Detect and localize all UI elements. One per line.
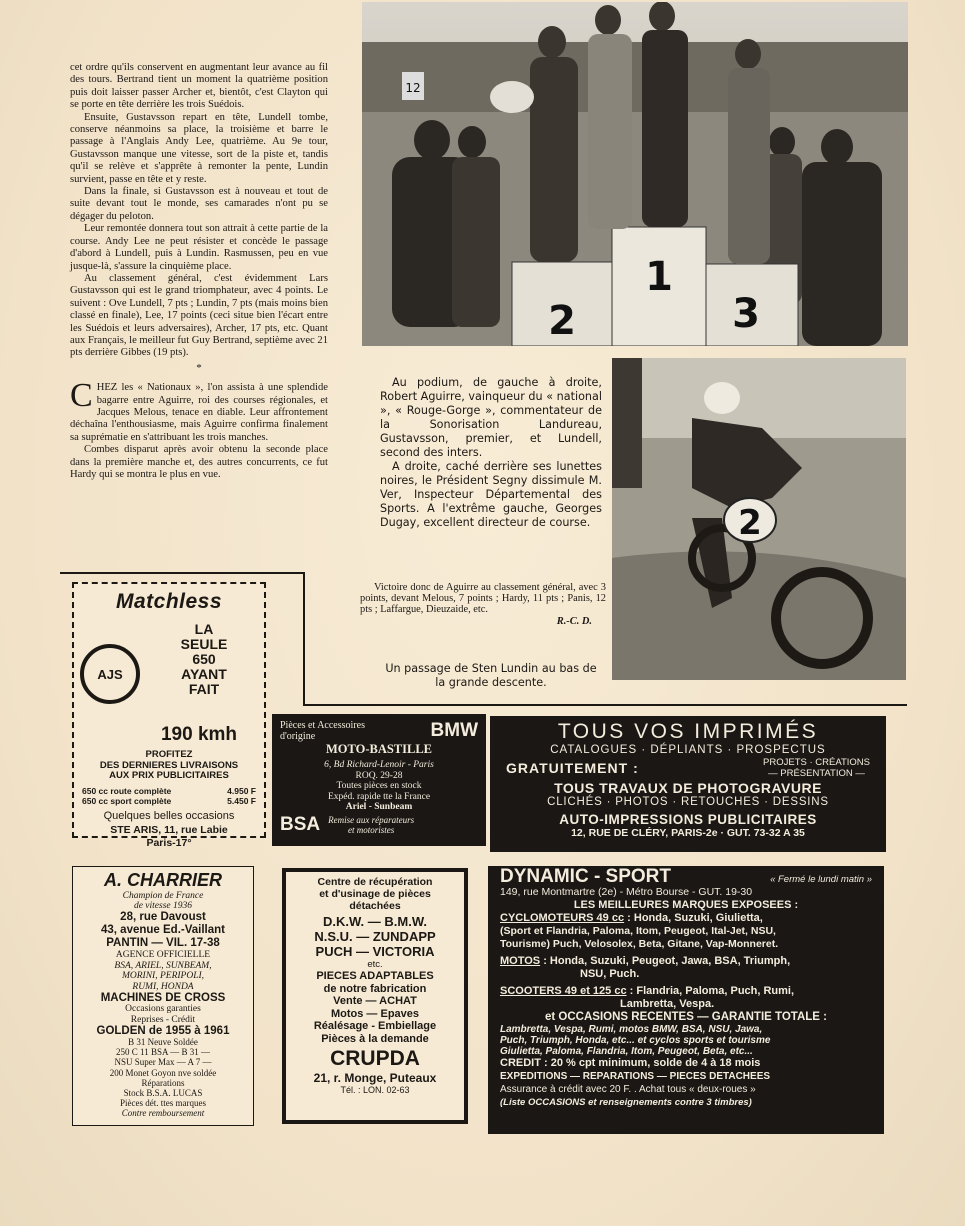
crupda-ad: Centre de récupération et d'usinage de pièces détachées D.K.W. — B.M.W. N.S.U. — ZUNDAPP PUCH — VICTORIA etc. PIECES ADAPTABLES de notre fabrication Vente — ACHAT Motos — Epaves Réalésage - Embiellage Pièces à la demande CRUPDA 21, r. Monge, Puteaux Tél. : LON. 02-63 — [282, 868, 468, 1124]
article-column-left — [70, 62, 328, 481]
matchless-speed: 190 kmh — [160, 724, 238, 745]
article-paragraph: Dans la finale, si Gustavsson est à nouveau et tout de suite devant tout le monde, ses camarades n'ont pu se dégager du peloton. — [70, 186, 328, 222]
article-paragraph: Combes disparut après avoir obtenu la seconde place dans la première manche et, des autres concurrents, ce fut Hardy qui se montra le plus en vue. — [70, 444, 328, 480]
article-paragraph: Au classement général, c'est évidemment Lars Gustavsson qui est le grand triomphateur, avec 4 points. Le suivent : Ove Lundell, 7 pts ; Lundin, 7 pts (mais moins bien classé en finale), Lee, 17 points (ceci situe bien l'écart entre les Suédois et leurs adversaires), Archer, 17 pts, etc. Quant aux Français, le meilleur fut Guy Bertrand, septième avec 21 pts derrière Gibbes (19 pts). — [70, 272, 328, 359]
charrier-ad: A. CHARRIER Champion de France de vitesse 1936 28, rue Davoust 43, avenue Ed.-Vaillant PANTIN — VIL. 17-38 AGENCE OFFICIELLE BSA, ARIEL, SUNBEAM, MORINI, PERIPOLI, RUMI, HONDA MACHINES DE CROSS Occasions garanties Reprises - Crédit GOLDEN de 1955 à 1961 B 31 Neuve Soldée 250 C 11 BSA — B 31 — NSU Super Max — A 7 — 200 Monet Goyon nve soldée Réparations Stock B.S.A. LUCAS Pièces dét. ttes marques Contre remboursement — [72, 866, 254, 1126]
divider — [303, 704, 907, 706]
podium-photo — [362, 2, 908, 346]
dynamic-sport-ad: DYNAMIC - SPORT « Fermé le lundi matin » 149, rue Montmartre (2e) - Métro Bourse - GUT. 19-30 LES MEILLEURES MARQUES EXPOSEES : CYCLOMOTEURS 49 cc : Honda, Suzuki, Giulietta, (Sport et Flandria, Paloma, Itom, Peugeot, Ital-Jet, NSU, Tourisme) Puch, Velosolex, Beta, Gitane, Vap-Monneret. MOTOS : Honda, Suzuki, Peugeot, Jawa, BSA, Triumph, NSU, Puch. SCOOTERS 49 et 125 cc : Flandria, Paloma, Puch, Rumi, Lambretta, Vespa. et OCCASIONS RECENTES — GARANTIE TOTALE : Lambretta, Vespa, Rumi, motos BMW, BSA, NSU, Jawa, Puch, Triumph, Honda, etc... et cyclos sports et tourisme Giulietta, Paloma, Flandria, Itom, Peugeot, Beta, etc... CREDIT : 20 % cpt minimum, solde de 4 à 18 mois EXPEDITIONS — REPARATIONS — PIECES DETACHEES Assurance à crédit avec 20 F. . Achat tous « deux-roues » (Liste OCCASIONS et renseignements contre 3 timbres) — [488, 866, 884, 1134]
podium-number-2: 2 — [548, 298, 576, 344]
article-paragraph: Leur remontée donnera tout son attrait à cette partie de la course. Andy Lee ne peut résister et concède le passage d'abord à Lundell, puis à Lundin. Rasmussen, peu en vue jusque-là, s'assure la cinquième place. — [70, 223, 328, 272]
divider — [60, 572, 304, 574]
article-paragraph: cet ordre qu'ils conservent en augmentant leur avance au fil des tours. Bertrand tient un moment la quatrième position puis doit laisser passer Archer et, bientôt, c'est Clayton qui se porte en tête derrière les trois Suédois. — [70, 62, 328, 111]
matchless-ad: Matchless AJS LA SEULE 650 AYANT FAIT 190 kmh PROFITEZ DES DERNIERES LIVRAISONS AUX PRIX PUBLICITAIRES 650 cc route complète 4.950 F 650 cc sport complète 5.450 F Quelques belles occasions STE ARIS, 11, rue Labie Paris-17° — [72, 582, 266, 838]
auto-impressions-ad: TOUS VOS IMPRIMÉS CATALOGUES · DÉPLIANTS · PROSPECTUS GRATUITEMENT : PROJETS · CRÉATIONS — PRÉSENTATION — TOUS TRAVAUX DE PHOTOGRAVURE CLICHÉS · PHOTOS · RETOUCHES · DESSINS AUTO-IMPRESSIONS PUBLICITAIRES 12, RUE DE CLÉRY, PARIS-2e · GUT. 73-32 A 35 — [490, 716, 886, 852]
podium-caption: Au podium, de gauche à droite, Robert Aguirre, vainqueur du « national », « Rouge-Gorge », commentateur de la Sonorisation Landureau, Gustavsson, premier, et Lundell, second des inters. A droite, caché derrière ses lunettes noires, le Président Segny dissimule M. Ver, Inspecteur Départemental des Sports. A l'extrême gauche, Georges Dugay, excellent directeur de course. — [380, 376, 602, 529]
lundin-caption: Un passage de Sten Lundin au bas de la grande descente. — [385, 662, 597, 689]
article-column-center — [360, 582, 606, 627]
flag-number: 12 — [405, 81, 421, 95]
rider-number: 2 — [738, 503, 762, 543]
lundin-photo — [612, 358, 906, 680]
ajs-logo: AJS — [80, 644, 140, 704]
moto-bastille-ad: Pièces et Accessoires d'origine BMW MOTO-BASTILLE 6, Bd Richard-Lenoir - Paris ROQ. 29-28 Toutes pièces en stock Expéd. rapide tte la France Ariel - Sunbeam BSA Remise aux réparateurs et motoristes — [272, 714, 486, 846]
article-paragraph: CHEZ les « Nationaux », l'on assista à une splendide bagarre entre Aguirre, roi des courses régionales, et Jacques Melous, tenace en diable. Leur affrontement déchaîna l'enthousiasme, mais Aguirre confirma finalement sa suprématie en s'attribuant les trois manches. — [70, 377, 328, 443]
article-paragraph: Ensuite, Gustavsson repart en tête, Lundell tombe, conserve néanmoins sa place, la troisième et barre le passage à l'Anglais Andy Lee, quatrième. Au 9e tour, Gustavsson manque une vitesse, sort de la piste et, tandis qu'il se relève et s'apprête à remonter la pente, Lundin survient, passe en tête et y reste. — [70, 111, 328, 185]
drop-cap: C — [70, 377, 93, 415]
divider — [303, 572, 305, 706]
article-signature: R.-C. D. — [556, 615, 592, 627]
article-paragraph: Victoire donc de Aguirre au classement général, avec 3 points, devant Melous, 7 points ; Hardy, 11 pts ; Panis, 12 pts ; Laffargue, Dieuzaide, etc. — [360, 582, 606, 616]
podium-number-3: 3 — [732, 291, 760, 337]
section-star: * — [196, 361, 202, 374]
podium-number-1: 1 — [645, 254, 673, 300]
matchless-brand: Matchless — [115, 590, 223, 613]
